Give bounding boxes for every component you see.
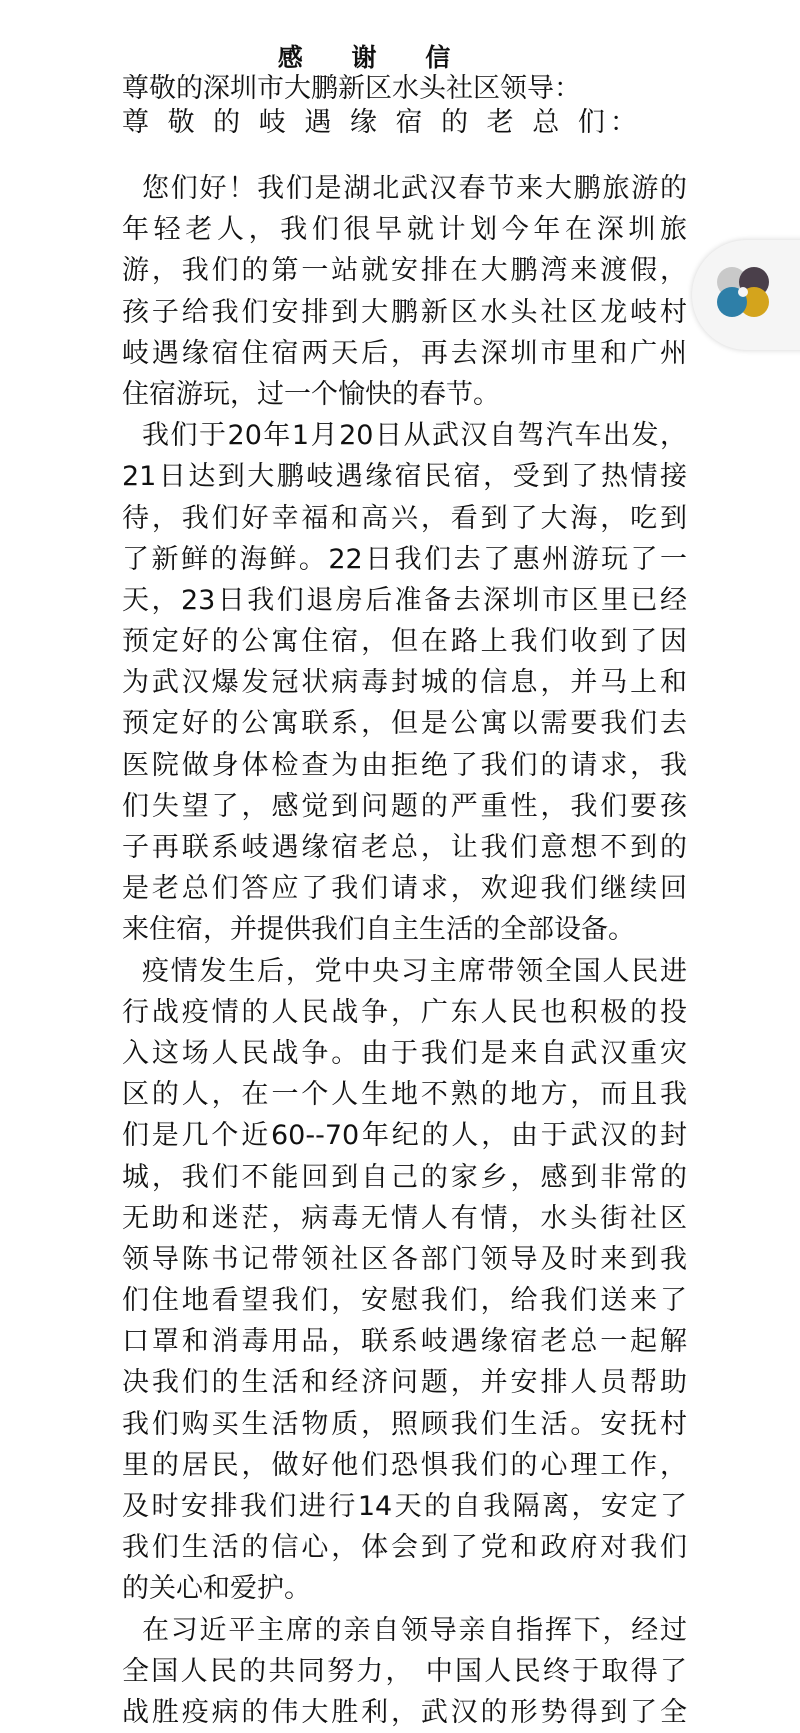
body-line: 游，我们的第一站就安排在大鹏湾来渡假， — [122, 255, 687, 287]
body-line: 岐遇缘宿住宿两天后，再去深圳市里和广州 — [122, 337, 687, 369]
letter-body — [122, 168, 687, 1733]
body-line: 是老总们答应了我们请求，欢迎我们继续回 — [122, 873, 687, 905]
body-line: 的关心和爱护。 — [122, 1573, 311, 1605]
body-line: 们住地看望我们，安慰我们，给我们送来了 — [122, 1285, 687, 1317]
body-line: 住宿游玩，过一个愉快的春节。 — [122, 378, 500, 410]
body-line: 年轻老人，我们很早就计划今年在深圳旅 — [122, 214, 687, 246]
body-line: 天，23日我们退房后准备去深圳市区里已经 — [122, 584, 687, 616]
body-line: 全国人民的共同努力， 中国人民终于取得了 — [122, 1655, 687, 1687]
body-line: 医院做身体检查为由拒绝了我们的请求，我 — [122, 749, 687, 781]
body-line: 行战疫情的人民战争，广东人民也积极的投 — [122, 996, 687, 1028]
body-line: 无助和迷茫，病毒无情人有情，水头街社区 — [122, 1202, 687, 1234]
salutation-community-leaders: 尊敬的深圳市大鹏新区水头社区领导： — [122, 73, 581, 104]
body-line: 城，我们不能回到自己的家乡，感到非常的 — [122, 1161, 687, 1193]
body-line: 我们于20年1月20日从武汉自驾汽车出发， — [142, 420, 687, 452]
body-line: 在习近平主席的亲自领导亲自指挥下，经过 — [142, 1614, 687, 1646]
floating-assistant-button[interactable] — [692, 240, 800, 350]
body-line: 里的居民，做好他们恐惧我们的心理工作， — [122, 1449, 687, 1481]
body-line: 21日达到大鹏岐遇缘宿民宿，受到了热情接 — [122, 461, 687, 493]
body-line: 战胜疫病的伟大胜利，武汉的形势得到了全 — [122, 1696, 687, 1728]
body-line: 了新鲜的海鲜。22日我们去了惠州游玩了一 — [122, 543, 687, 575]
salutation-homestay-owners: 尊 敬 的 岐 遇 缘 宿 的 老 总 们： — [122, 107, 642, 138]
body-line: 我们购买生活物质，照顾我们生活。安抚村 — [122, 1408, 687, 1440]
body-line: 疫情发生后，党中央习主席带领全国人民进 — [142, 955, 687, 987]
letter-title: 感 谢 信 — [277, 43, 471, 72]
body-line: 们是几个近60--70年纪的人，由于武汉的封 — [122, 1120, 687, 1152]
flower-logo-icon — [712, 258, 774, 324]
body-line: 口罩和消毒用品，联系岐遇缘宿老总一起解 — [122, 1326, 687, 1358]
body-line: 您们好！我们是湖北武汉春节来大鹏旅游的 — [142, 173, 687, 204]
body-line: 们失望了，感觉到问题的严重性，我们要孩 — [122, 790, 687, 822]
body-line: 孩子给我们安排到大鹏新区水头社区龙岐村 — [122, 296, 687, 328]
body-line: 及时安排我们进行14天的自我隔离，安定了 — [122, 1491, 687, 1522]
body-line: 来住宿，并提供我们自主生活的全部设备。 — [122, 914, 635, 946]
body-line: 领导陈书记带领社区各部门领导及时来到我 — [122, 1243, 687, 1275]
body-line: 待，我们好幸福和高兴，看到了大海，吃到 — [122, 502, 687, 534]
body-line: 为武汉爆发冠状病毒封城的信息，并马上和 — [122, 667, 687, 699]
body-line: 预定好的公寓住宿，但在路上我们收到了因 — [122, 626, 687, 658]
body-line: 入这场人民战争。由于我们是来自武汉重灾 — [122, 1037, 687, 1069]
body-line: 预定好的公寓联系，但是公寓以需要我们去 — [122, 708, 687, 740]
body-line: 子再联系岐遇缘宿老总，让我们意想不到的 — [122, 832, 687, 863]
body-line: 我们生活的信心，体会到了党和政府对我们 — [122, 1532, 687, 1564]
body-line: 决我们的生活和经济问题，并安排人员帮助 — [122, 1367, 687, 1399]
body-line: 区的人，在一个人生地不熟的地方，而且我 — [122, 1079, 687, 1111]
